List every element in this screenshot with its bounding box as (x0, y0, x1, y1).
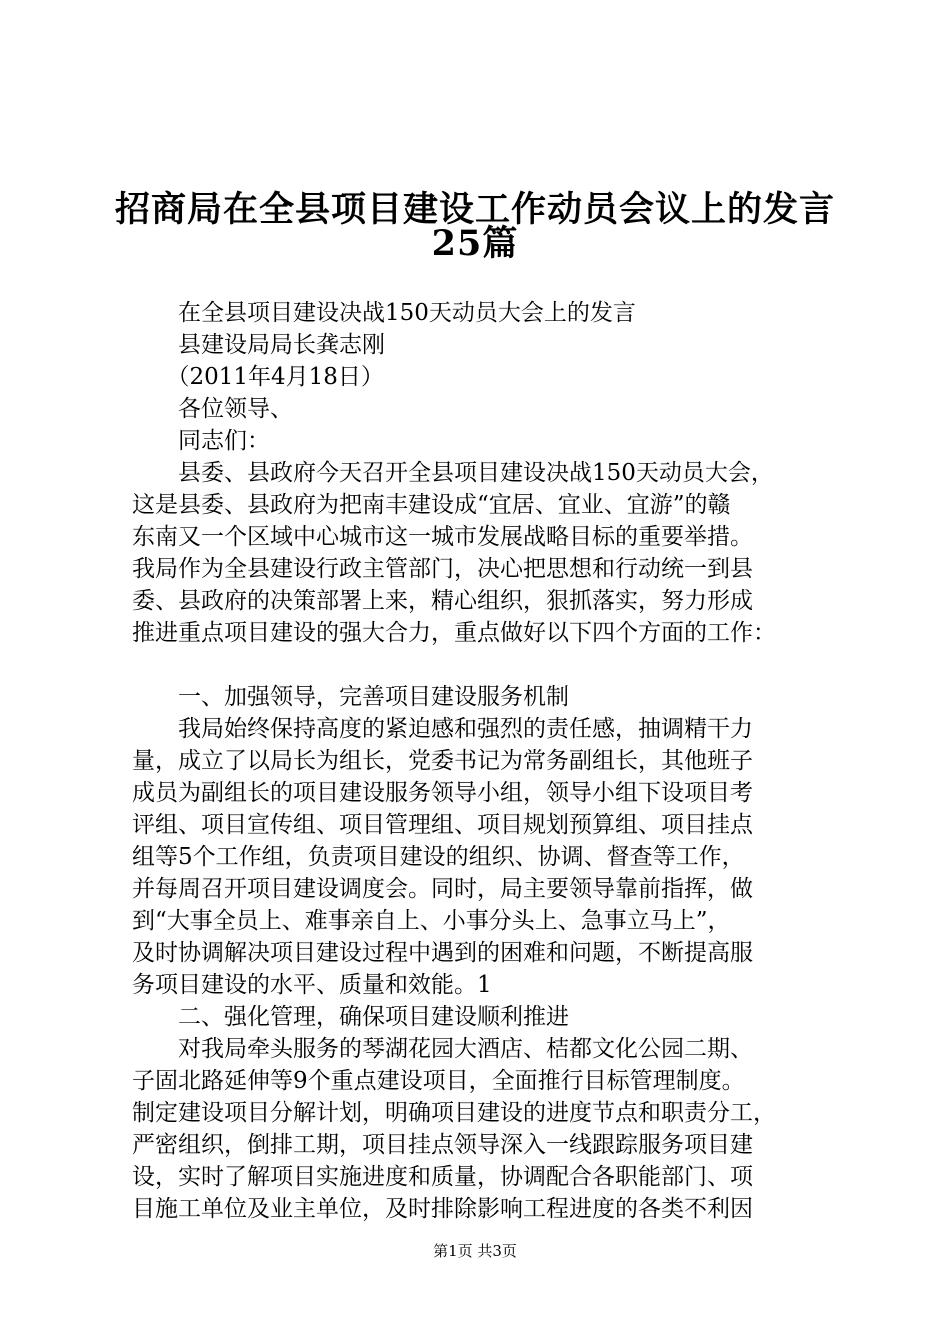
body-line: 组等5个工作组，负责项目建设的组织、协调、督查等工作， (132, 844, 745, 870)
body-line: 我局作为全县建设行政主管部门，决心把思想和行动统一到县 (132, 556, 753, 582)
body-line: 子固北路延伸等9个重点建设项目，全面推行目标管理制度。 (132, 1068, 745, 1094)
body-line: 在全县项目建设决战150天动员大会上的发言 (132, 300, 636, 326)
body-line: 目施工单位及业主单位，及时排除影响工程进度的各类不利因 (132, 1196, 753, 1222)
body-line: 县建设局局长龚志刚 (132, 332, 385, 358)
document-title-line-2: 25篇 (431, 223, 519, 264)
body-line: 我局始终保持高度的紧迫感和强烈的责任感，抽调精干力 (132, 716, 753, 742)
section-heading: 一、加强领导，完善项目建设服务机制 (132, 684, 569, 710)
document-title-line-1: 招商局在全县项目建设工作动员会议上的发言 (114, 189, 835, 230)
body-line: 严密组织，倒排工期，项目挂点领导深入一线跟踪服务项目建 (132, 1132, 753, 1158)
body-line: 务项目建设的水平、质量和效能。1 (132, 972, 492, 998)
body-line: 委、县政府的决策部署上来，精心组织，狠抓落实，努力形成 (132, 588, 753, 614)
body-line: 量，成立了以局长为组长，党委书记为常务副组长，其他班子 (132, 748, 753, 774)
body-line: 制定建设项目分解计划，明确项目建设的进度节点和职责分工， (132, 1100, 776, 1126)
body-line: 并每周召开项目建设调度会。同时，局主要领导靠前指挥，做 (132, 876, 753, 902)
body-line: 成员为副组长的项目建设服务领导小组，领导小组下设项目考 (132, 780, 753, 806)
body-line: （2011年4月18日） (132, 364, 384, 390)
body-line: 各位领导、 (132, 396, 293, 422)
body-line: 评组、项目宣传组、项目管理组、项目规划预算组、项目挂点 (132, 812, 753, 838)
body-line: 及时协调解决项目建设过程中遇到的困难和问题，不断提高服 (132, 940, 753, 966)
body-line: 东南又一个区域中心城市这一城市发展战略目标的重要举措。 (132, 524, 753, 550)
body-line: 这是县委、县政府为把南丰建设成“宜居、宜业、宜游”的赣 (132, 492, 731, 518)
page-footer: 第1页 共3页 (433, 1242, 517, 1260)
body-line: 县委、县政府今天召开全县项目建设决战150天动员大会， (132, 460, 774, 486)
body-line: 到“大事全员上、难事亲自上、小事分头上、急事立马上”， (132, 908, 731, 934)
body-line: 推进重点项目建设的强大合力，重点做好以下四个方面的工作： (132, 620, 776, 646)
body-line: 对我局牵头服务的琴湖花园大酒店、桔都文化公园二期、 (132, 1036, 753, 1062)
body-line: 设，实时了解项目实施进度和质量，协调配合各职能部门、项 (132, 1164, 753, 1190)
body-line: 同志们： (132, 428, 270, 454)
section-heading: 二、强化管理，确保项目建设顺利推进 (132, 1004, 569, 1030)
